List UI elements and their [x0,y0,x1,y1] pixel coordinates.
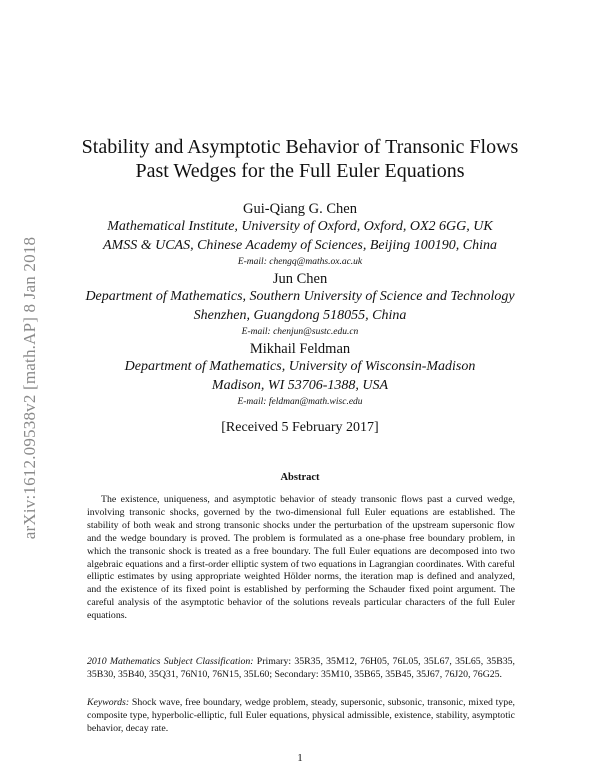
author-email[interactable]: E-mail: chenjun@sustc.edu.cn [241,327,359,337]
author-affiliation: Madison, WI 53706-1388, USA [211,377,389,393]
author-email[interactable]: E-mail: chengq@maths.ox.ac.uk [237,257,363,267]
keywords-list: Shock wave, free boundary, wedge problem, steady, supersonic, subsonic, transonic, mixed type, composite type, hyperbolic-elliptic, full Euler equations, physical admissible, existence, stability, asymptotic behavior, decay rate. [87,697,515,734]
author-name: Jun Chen [272,271,328,287]
author-name: Mikhail Feldman [249,341,351,357]
author-affiliation: Department of Mathematics, Southern University of Science and Technology [85,289,515,304]
author-name: Gui-Qiang G. Chen [243,201,357,217]
author-affiliation: Department of Mathematics, University of Wisconsin-Madison [124,359,476,374]
author-block [48,200,552,410]
author-email[interactable]: E-mail: feldman@math.wisc.edu [237,397,363,407]
keywords [87,697,515,736]
title-line: Past Wedges for the Full Euler Equations [135,160,465,182]
received-date: [Received 5 February 2017] [221,420,379,435]
keywords-label: Keywords: [87,697,130,708]
author-affiliation: AMSS & UCAS, Chinese Academy of Sciences, Beijing 100190, China [102,237,497,253]
msc-classification [87,656,515,682]
paper-title [62,135,538,183]
abstract-heading: Abstract [280,472,320,483]
author-entry [48,340,552,409]
page-number: 1 [297,752,303,764]
author-affiliation: Mathematical Institute, University of Oxford, Oxford, OX2 6GG, UK [107,219,493,234]
author-entry [48,200,552,269]
msc-label: 2010 Mathematics Subject Classification: [87,656,254,667]
arxiv-identifier-stamp: arXiv:1612.09538v2 [math.AP] 8 Jan 2018 [20,236,39,540]
msc-codes: Primary: 35R35, 35M12, 76H05, 76L05, 35L67, 35L65, 35B35, 35B30, 35B40, 35Q31, 76N10, 76N15, 35L60; Secondary: 35M10, 35B65, 35B45, 35J67, 76J20, 76G25. [87,656,515,680]
title-line: Stability and Asymptotic Behavior of Transonic Flows [81,136,519,158]
author-entry [48,270,552,339]
author-affiliation: Shenzhen, Guangdong 518055, China [193,307,407,323]
abstract-text: The existence, uniqueness, and asymptotic behavior of steady transonic flows past a curved wedge, involving transonic shocks, governed by the two-dimensional full Euler equations are established. The stability of both weak and strong transonic shocks under the perturbation of the upstream supersonic flow and the wedge boundary is proved. The problem is formulated as a one-phase free boundary problem, in which the transonic shock is treated as a free boundary. The full Euler equations are decomposed into two algebraic equations and a first-order elliptic system of two equations in Lagrangian coordinates. With careful elliptic estimates by using appropriate weighted Hölder norms, the iteration map is defined and analyzed, and the existence of its fixed point is established by performing the Schauder fixed point argument. The careful analysis of the asymptotic behavior of the solutions reveals particular characters of the full Euler equations. [87,494,515,622]
